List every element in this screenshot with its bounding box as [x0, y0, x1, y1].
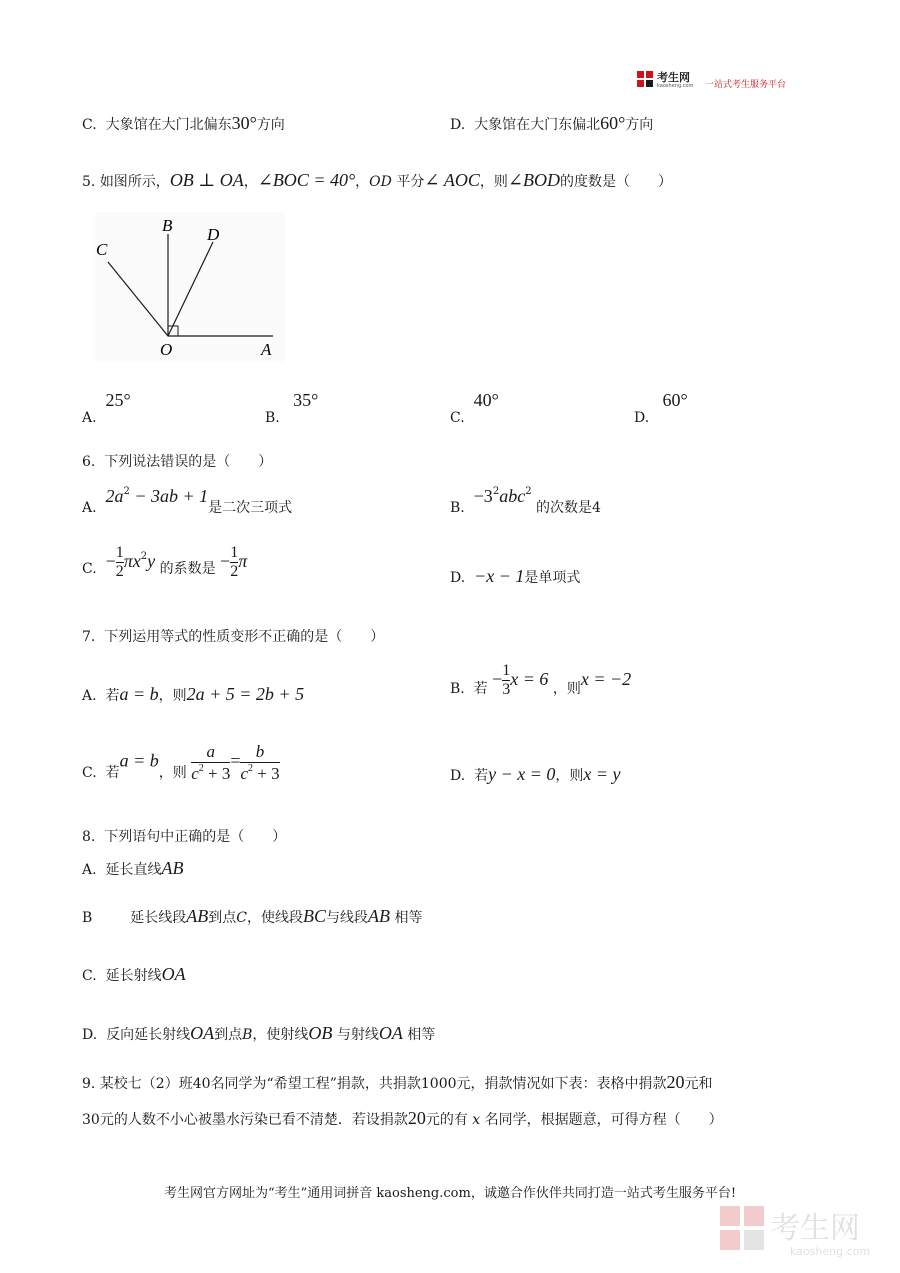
q7-option-d[interactable]: D. 若y − x = 0，则x = y — [450, 764, 621, 784]
q7-option-a[interactable]: A. 若a = b，则2a + 5 = 2b + 5 — [82, 684, 305, 704]
q6-option-d[interactable]: D. −x − 1是单项式 — [450, 566, 581, 586]
q5-option-d[interactable]: D. 60° — [634, 390, 688, 426]
q7-stem: 7. 下列运用等式的性质变形不正确的是（ ） — [82, 629, 385, 645]
q6-option-b[interactable]: B. $-3^2abc^2$ 的次数是4 — [450, 486, 601, 516]
q5-option-c[interactable]: C. 40° — [450, 390, 499, 426]
brand-logo-icon — [636, 70, 654, 88]
q5-option-a[interactable]: A. 25° — [82, 390, 131, 426]
q5-stem: 5. 如图所示，OB ⊥ OA，∠BOC = 40°，OD 平分∠ AOC，则∠BOD的度数是（ ） — [82, 170, 672, 190]
label-d: D — [207, 225, 220, 244]
watermark-sub: kaosheng.com — [790, 1245, 871, 1258]
q5-option-b[interactable]: B. 35° — [265, 390, 319, 426]
q7-option-c[interactable]: C. 若a = b，则 $\frac{a}{c^2 + 3}$ = $\frac{b}{c^2 + 3}$ — [82, 742, 280, 783]
label-a: A — [261, 340, 272, 359]
q8-option-d[interactable]: D. 反向延长射线OA到点B，使射线OB 与射线OA 相等 — [82, 1023, 436, 1043]
q9-line-1: 9. 某校七（2）班40名同学为“希望工程”捐款，共捐款1000元，捐款情况如下表：表格中捐款20元和 — [82, 1072, 713, 1092]
q8-option-b[interactable]: B 延长线段AB到点C，使线段BC与线段AB 相等 — [82, 906, 423, 926]
q9-line-2: 30元的人数不小心被墨水污染已看不清楚．若设捐款20元的有 x 名同学，根据题意，可得方程（ ） — [82, 1108, 723, 1128]
q8-stem: 8. 下列语句中正确的是（ ） — [82, 829, 287, 845]
brand-name: 考生网 — [657, 71, 690, 84]
q8-option-a[interactable]: A. 延长直线AB — [82, 858, 184, 878]
q4-option-c: C. 大象馆在大门北偏东30°方向 — [82, 113, 285, 133]
label-b: B — [162, 216, 173, 235]
q6-option-a[interactable]: A. $2a^2 - 3ab + 1$是二次三项式 — [82, 486, 293, 516]
q6-option-c[interactable]: C. − $\frac{1}{2}$ $\pi x^2y$ 的系数是 − $\frac{1}{2}$ π — [82, 544, 248, 581]
q6-stem: 6. 下列说法错误的是（ ） — [82, 454, 273, 470]
q4-option-d: D. 大象馆在大门东偏北60°方向 — [450, 113, 654, 133]
q8-option-c[interactable]: C. 延长射线OA — [82, 964, 186, 984]
footer-note: 考生网官方网址为“考生”通用词拼音 kaosheng.com，诚邀合作伙伴共同打造一站式考生服务平台! — [163, 1186, 737, 1201]
label-o: O — [160, 340, 173, 359]
watermark-text: 考生网 — [770, 1211, 860, 1246]
q7-option-b[interactable]: B. 若 − $\frac{1}{3}$ x = 6 ，则x = −2 — [450, 662, 632, 699]
watermark-logo-icon — [718, 1200, 888, 1260]
q5-angle-figure — [95, 212, 285, 362]
brand-slogan: 一站式考生服务平台 — [705, 80, 787, 90]
brand-domain: kaosheng.com — [657, 83, 694, 89]
label-c: C — [96, 240, 108, 259]
